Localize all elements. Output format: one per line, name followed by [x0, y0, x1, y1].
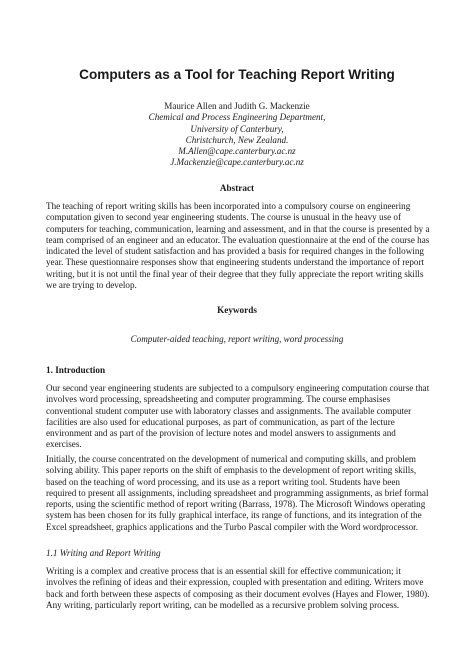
- keywords-heading: Keywords: [217, 305, 257, 315]
- author-block: [0, 101, 474, 169]
- abstract-heading: Abstract: [219, 183, 255, 193]
- affiliation-city: Christchurch, New Zealand.: [185, 134, 289, 145]
- keywords-text: Computer-aided teaching, report writing, word processing: [130, 334, 344, 344]
- section-1-heading: 1. Introduction: [46, 365, 106, 375]
- subsection-1-1-paragraph: Writing is a complex and creative process that is an essential skill for effective communication; it involves the refining of ideas and their expression, coupled with presentation and editing. Writers move back and forth between these aspects of composing as their document evolves (Hayes and Flower, 1980). Any writing, particularly report writing, can be modelled as a recursive problem solving process.: [46, 566, 430, 610]
- subsection-1-1-heading: 1.1 Writing and Report Writing: [46, 548, 161, 558]
- affiliation-department: Chemical and Process Engineering Department,: [148, 112, 326, 123]
- section-1-paragraph-1: Our second year engineering students are subjected to a compulsory engineering computation course that involves word processing, spreadsheeting and computer programming. The course emphasises conventional student computer use with laboratory classes and assignments. The available computer facilities are also used for educational purposes, as part of communication, as part of the lecture environment and as part of the provision of lecture notes and model answers to assignments and exercises.: [46, 383, 430, 450]
- author-names: Maurice Allen and Judith G. Mackenzie: [164, 101, 310, 111]
- author-email-allen: M.Allen@cape.canterbury.ac.nz: [178, 146, 296, 157]
- section-1-paragraph-2: Initially, the course concentrated on the development of numerical and computing skills, and problem solving ability. This paper reports on the shift of emphasis to the development of report writing skills, based on the teaching of word processing, and its use as a report writing tool. Students have been required to present all assignments, including spreadsheet and programming assignments, as brief formal reports, using the scientific method of report writing (Barrass, 1978). The Microsoft Windows operating system has been chosen for its fully graphical interface, its range of functions, and its integration of the Excel spreadsheet, graphics applications and the Turbo Pascal compiler with the Word wordprocessor.: [46, 454, 429, 532]
- affiliation-university: University of Canterbury,: [190, 123, 284, 134]
- author-email-mackenzie: J.Mackenzie@cape.canterbury.ac.nz: [170, 157, 304, 168]
- paper-title: Computers as a Tool for Teaching Report Writing: [79, 67, 395, 82]
- abstract-text: The teaching of report writing skills has been incorporated into a compulsory course on engineering computation given to second year engineering students. The course is unusual in the heavy use of computers for teaching, communication, learning and assessment, and in that the course is presented by a team comprised of an engineer and an educator. The evaluation questionnaire at the end of the course has indicated the level of student satisfaction and has provided a basis for required changes in the following year. These questionnaire responses show that engineering students understand the importance of report writing, but it is not until the final year of their degree that they fully appreciate the report writing skills we are trying to develop.: [46, 201, 430, 291]
